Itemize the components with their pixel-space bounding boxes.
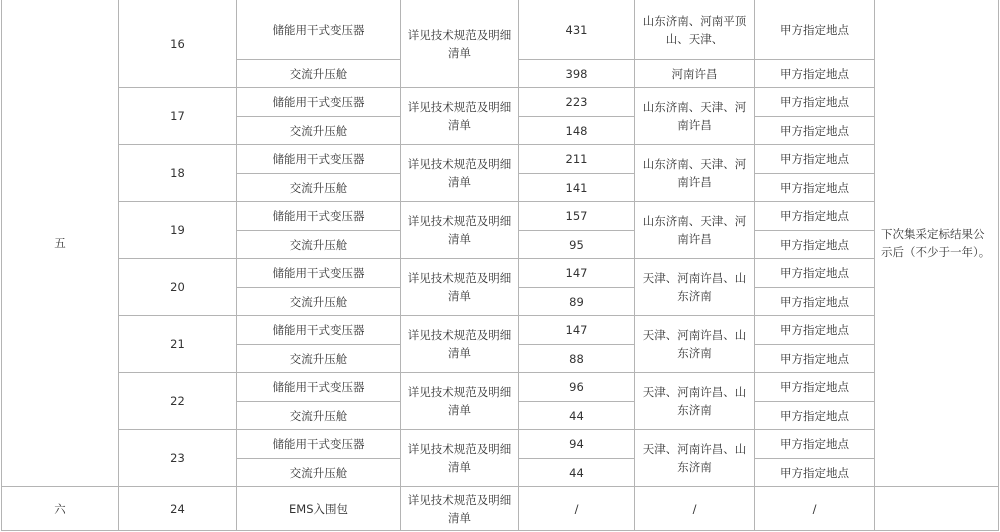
item-name: 交流升压舱: [237, 231, 401, 259]
delivery-site: 甲方指定地点: [755, 0, 875, 60]
delivery-site: 甲方指定地点: [755, 202, 875, 231]
delivery-site: 甲方指定地点: [755, 459, 875, 487]
delivery-site: 甲方指定地点: [755, 117, 875, 145]
item-quantity: 96: [519, 373, 635, 402]
delivery-place: 山东济南、河南平顶山、天津、: [635, 0, 755, 60]
lot-number: 21: [119, 316, 237, 373]
delivery-place: 山东济南、天津、河南许昌: [635, 202, 755, 259]
item-name: 交流升压舱: [237, 345, 401, 373]
lot-number: 16: [119, 0, 237, 88]
lot-number: 17: [119, 88, 237, 145]
delivery-site: /: [755, 487, 875, 531]
item-name: EMS入围包: [237, 487, 401, 531]
item-name: 储能用干式变压器: [237, 202, 401, 231]
section-label: 五: [2, 0, 119, 487]
delivery-site: 甲方指定地点: [755, 373, 875, 402]
item-name: 交流升压舱: [237, 288, 401, 316]
delivery-place: 天津、河南许昌、山东济南: [635, 430, 755, 487]
section-label: 六: [2, 487, 119, 531]
empty-cell: [875, 487, 999, 531]
spec-reference: 详见技术规范及明细清单: [401, 316, 519, 373]
item-quantity: /: [519, 487, 635, 531]
item-quantity: 223: [519, 88, 635, 117]
item-name: 交流升压舱: [237, 60, 401, 88]
item-quantity: 211: [519, 145, 635, 174]
delivery-place: /: [635, 487, 755, 531]
delivery-site: 甲方指定地点: [755, 60, 875, 88]
lot-number: 18: [119, 145, 237, 202]
delivery-site: 甲方指定地点: [755, 316, 875, 345]
item-name: 交流升压舱: [237, 117, 401, 145]
delivery-place: 山东济南、天津、河南许昌: [635, 88, 755, 145]
lot-number: 20: [119, 259, 237, 316]
delivery-place: 天津、河南许昌、山东济南: [635, 316, 755, 373]
item-name: 储能用干式变压器: [237, 145, 401, 174]
item-name: 交流升压舱: [237, 459, 401, 487]
item-quantity: 148: [519, 117, 635, 145]
item-quantity: 44: [519, 459, 635, 487]
item-name: 储能用干式变压器: [237, 430, 401, 459]
lot-number: 23: [119, 430, 237, 487]
item-quantity: 141: [519, 174, 635, 202]
spec-reference: 详见技术规范及明细清单: [401, 430, 519, 487]
item-name: 储能用干式变压器: [237, 88, 401, 117]
delivery-site: 甲方指定地点: [755, 345, 875, 373]
delivery-site: 甲方指定地点: [755, 231, 875, 259]
delivery-site: 甲方指定地点: [755, 430, 875, 459]
item-name: 储能用干式变压器: [237, 259, 401, 288]
lot-number: 24: [119, 487, 237, 531]
spec-reference: 详见技术规范及明细清单: [401, 259, 519, 316]
delivery-site: 甲方指定地点: [755, 174, 875, 202]
spec-reference: 详见技术规范及明细清单: [401, 202, 519, 259]
delivery-site: 甲方指定地点: [755, 259, 875, 288]
spec-reference: 详见技术规范及明细清单: [401, 373, 519, 430]
item-name: 储能用干式变压器: [237, 0, 401, 60]
item-quantity: 157: [519, 202, 635, 231]
delivery-place: 天津、河南许昌、山东济南: [635, 259, 755, 316]
delivery-period-note: 下次集采定标结果公示后（不少于一年）。: [875, 0, 999, 487]
item-name: 储能用干式变压器: [237, 316, 401, 345]
lot-number: 22: [119, 373, 237, 430]
spec-reference: 详见技术规范及明细清单: [401, 145, 519, 202]
item-quantity: 94: [519, 430, 635, 459]
item-quantity: 95: [519, 231, 635, 259]
item-quantity: 89: [519, 288, 635, 316]
lot-number: 19: [119, 202, 237, 259]
item-quantity: 147: [519, 259, 635, 288]
spec-reference: 详见技术规范及明细清单: [401, 487, 519, 531]
item-quantity: 44: [519, 402, 635, 430]
item-quantity: 398: [519, 60, 635, 88]
delivery-site: 甲方指定地点: [755, 145, 875, 174]
delivery-place: 山东济南、天津、河南许昌: [635, 145, 755, 202]
item-name: 交流升压舱: [237, 402, 401, 430]
spec-reference: 详见技术规范及明细清单: [401, 0, 519, 88]
item-quantity: 431: [519, 0, 635, 60]
item-quantity: 88: [519, 345, 635, 373]
delivery-site: 甲方指定地点: [755, 402, 875, 430]
spec-reference: 详见技术规范及明细清单: [401, 88, 519, 145]
delivery-place: 天津、河南许昌、山东济南: [635, 373, 755, 430]
delivery-site: 甲方指定地点: [755, 88, 875, 117]
item-quantity: 147: [519, 316, 635, 345]
delivery-site: 甲方指定地点: [755, 288, 875, 316]
procurement-lot-table: [1, 0, 999, 531]
item-name: 储能用干式变压器: [237, 373, 401, 402]
item-name: 交流升压舱: [237, 174, 401, 202]
delivery-place: 河南许昌: [635, 60, 755, 88]
